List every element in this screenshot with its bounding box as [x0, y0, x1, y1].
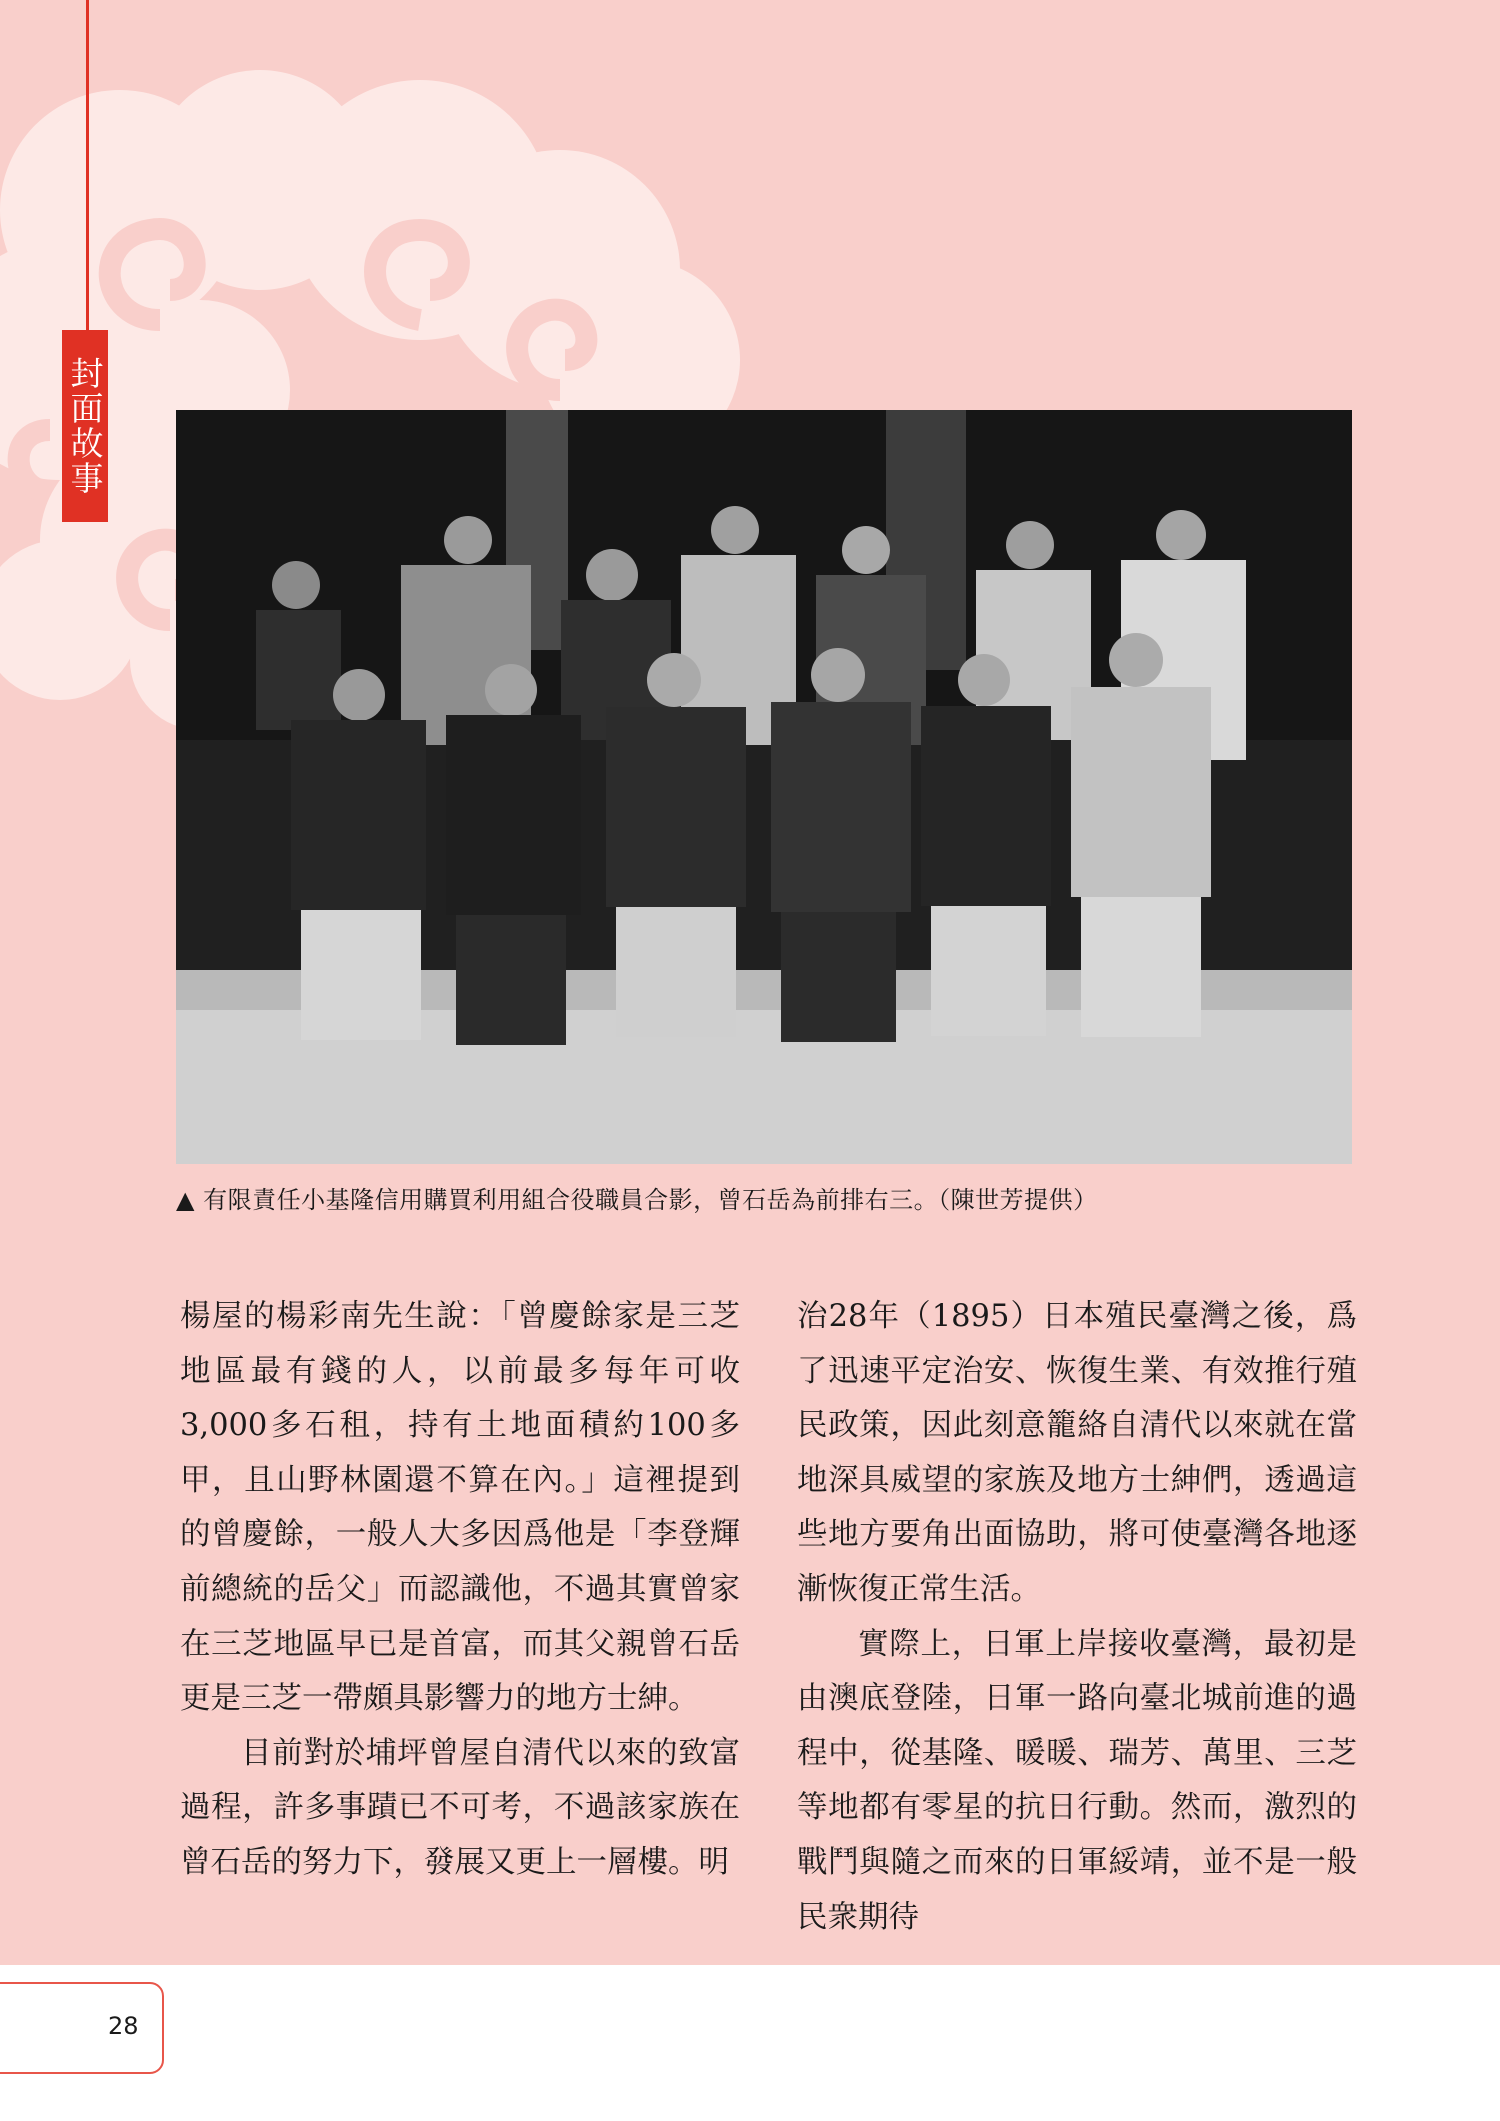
- page-number: 28: [108, 2012, 139, 2040]
- red-vertical-rule: [86, 0, 89, 330]
- historical-group-photo: [176, 410, 1352, 1164]
- paragraph: 實際上，日軍上岸接收臺灣，最初是由澳底登陸，日軍一路向臺北城前進的過程中，從基隆、暖暖、瑞芳、萬里、三芝等地都有零星的抗日行動。然而，激烈的戰鬥與隨之而來的日軍綏靖，並不是一般民衆期待: [797, 1626, 1357, 1935]
- photo-caption: ▲ 有限責任小基隆信用購買利用組合役職員合影，曾石岳為前排右三。（陳世芳提供）: [176, 1186, 1098, 1214]
- paragraph: 治28年（1895）日本殖民臺灣之後，爲了迅速平定治安、恢復生業、有效推行殖民政策，因此刻意籠絡自清代以來就在當地深具威望的家族及地方士紳們，透過這些地方要角出面協助，將可使臺灣各地逐漸恢復正常生活。: [797, 1299, 1357, 1607]
- text-column-right: [797, 1290, 1357, 1945]
- section-tab: [62, 330, 108, 522]
- paragraph: 目前對於埔坪曾屋自清代以來的致富過程，許多事蹟已不可考，不過該家族在曾石岳的努力下，發展又更上一層樓。明: [180, 1735, 740, 1880]
- section-tab-label: 封面故事: [65, 356, 105, 496]
- text-column-left: [180, 1290, 740, 1891]
- page-number-frame: [0, 1982, 164, 2074]
- paragraph: 楊屋的楊彩南先生說：「曾慶餘家是三芝地區最有錢的人，以前最多每年可收3,000多石租，持有土地面積約100多甲，且山野林園還不算在內。」這裡提到的曾慶餘，一般人大多因爲他是「李登輝前總統的岳父」而認識他，不過其實曾家在三芝地區早已是首富，而其父親曾石岳更是三芝一帶頗具影響力的地方士紳。: [180, 1299, 740, 1717]
